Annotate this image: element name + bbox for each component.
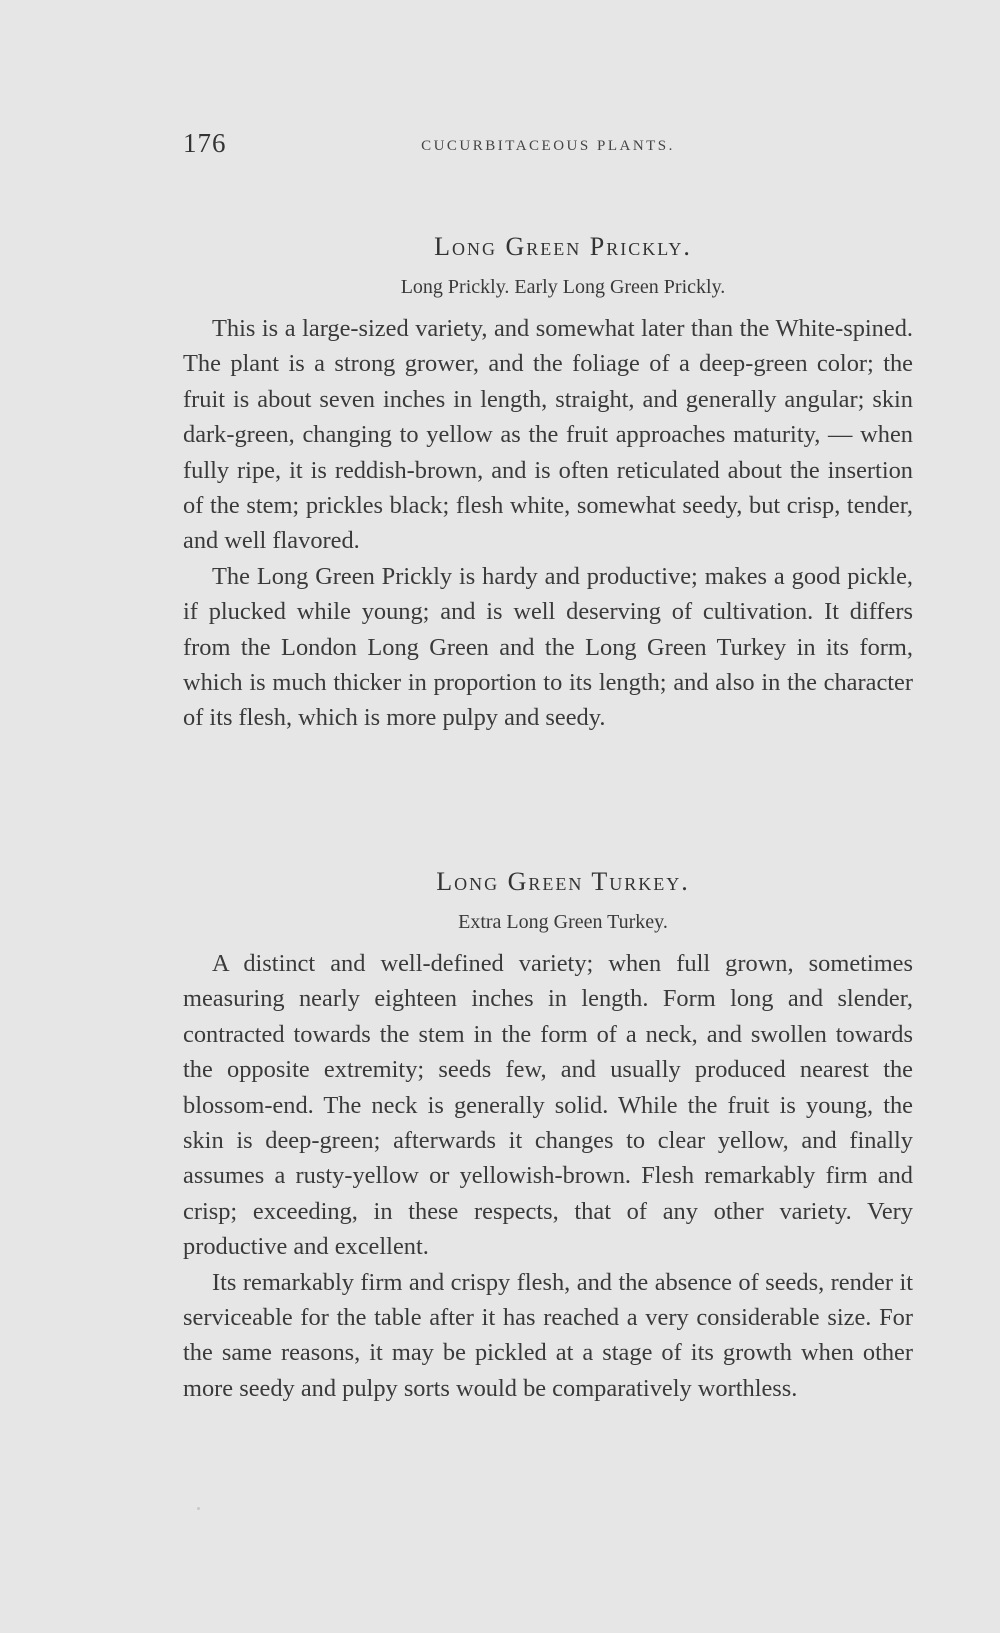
section-long-green-turkey [183, 867, 913, 1406]
running-title: CUCURBITACEOUS PLANTS. [421, 138, 675, 154]
paragraph: This is a large-sized variety, and somewhat later than the White-spined. The plant is a strong grower, and the foliage of a deep-green color; the fruit is about seven inches in length, straight, and generally angular; skin dark-green, changing to yellow as the fruit approaches maturity, — when fully ripe, it is reddish-brown, and is often reticulated about the insertion of the stem; prickles black; flesh white, somewhat seedy, but crisp, tender, and well flavored. [183, 315, 913, 555]
section-heading: Long Green Turkey. [436, 867, 690, 896]
paragraph: The Long Green Prickly is hardy and productive; makes a good pickle, if plucked while young; and is well deserving of cultivation. It differs from the London Long Green and the Long Green Turkey in its form, which is much thicker in proportion to its length; and also in the character of its flesh, which is more pulpy and seedy. [183, 562, 913, 732]
scan-speck [197, 1507, 200, 1510]
paragraph: Its remarkably firm and crispy flesh, and the absence of seeds, render it serviceable for the table after it has reached a very considerable size. For the same reasons, it may be pickled at a stage of its growth when other more seedy and pulpy sorts would be comparatively worthless. [183, 1268, 913, 1402]
section-synonyms: Long Prickly. Early Long Green Prickly. [400, 276, 726, 298]
running-head [183, 128, 913, 168]
section-heading: Long Green Prickly. [434, 232, 692, 261]
paragraph: A distinct and well-defined variety; when full grown, sometimes measuring nearly eighteen inches in length. Form long and slender, contracted towards the stem in the form of a neck, and swollen towards the opposite extremity; seeds few, and usually produced nearest the blossom-end. The neck is generally solid. While the fruit is young, the skin is deep-green; afterwards it changes to clear yellow, and finally assumes a rusty-yellow or yellowish-brown. Flesh remarkably firm and crisp; exceeding, in these respects, that of any other variety. Very productive and excellent. [183, 950, 913, 1261]
page-number: 176 [183, 128, 227, 158]
section-synonyms: Extra Long Green Turkey. [458, 911, 668, 933]
section-long-green-prickly [183, 232, 913, 736]
